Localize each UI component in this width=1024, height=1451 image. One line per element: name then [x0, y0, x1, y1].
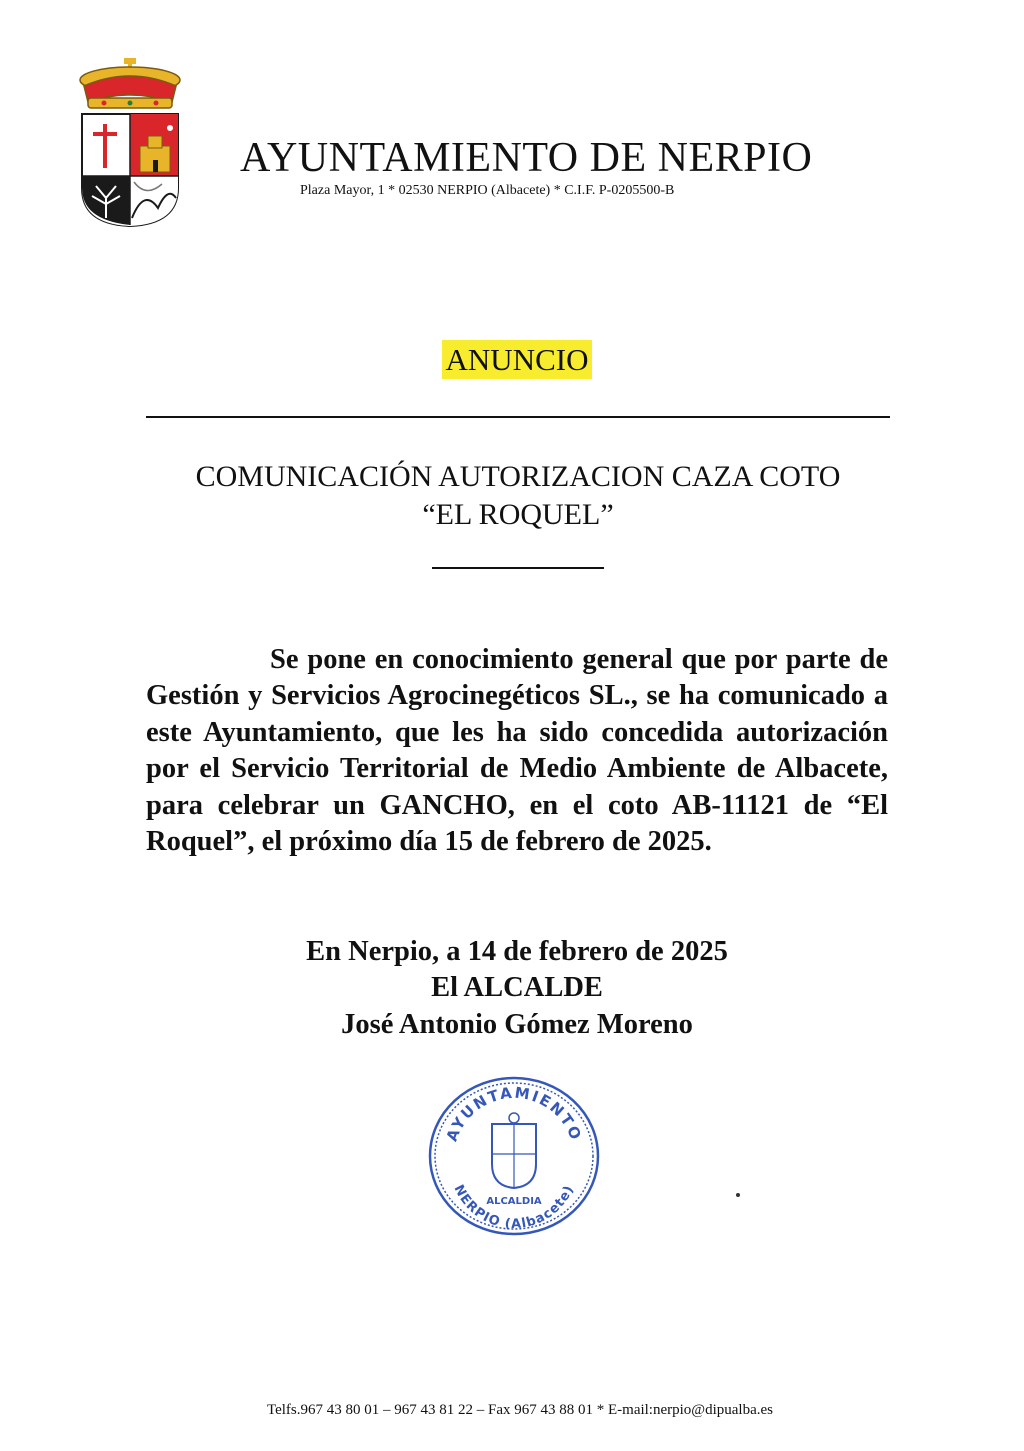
org-title: AYUNTAMIENTO DE NERPIO — [240, 135, 813, 181]
ink-dot — [736, 1193, 740, 1197]
official-stamp-icon — [424, 1068, 604, 1238]
footer-contact: Telfs.967 43 80 01 – 967 43 81 22 – Fax 967 43 88 01 * E-mail:nerpio@dipualba.es — [266, 1402, 774, 1418]
stamp-top-text: AYUNTAMIENTO — [442, 1083, 586, 1144]
subject-line-1: COMUNICACIÓN AUTORIZACION CAZA COTO — [195, 460, 841, 493]
notice-label: ANUNCIO — [442, 340, 593, 379]
subject-line-2: “EL ROQUEL” — [422, 498, 614, 531]
org-address: Plaza Mayor, 1 * 02530 NERPIO (Albacete) * C.I.F. P-0205500-B — [300, 183, 675, 198]
divider — [146, 416, 890, 418]
signer-name: José Antonio Gómez Moreno — [341, 1008, 693, 1040]
stamp-bottom-text: NERPIO (Albacete) — [450, 1182, 578, 1233]
notice-label-wrap — [0, 340, 1024, 379]
signer-role: El ALCALDE — [431, 972, 603, 1004]
short-divider — [432, 567, 604, 569]
stamp-inner-text: ALCALDIA — [486, 1196, 542, 1207]
coat-of-arms-icon — [74, 58, 186, 228]
notice-subject — [140, 458, 896, 534]
notice-body: Se pone en conocimiento general que por parte de Gestión y Servicios Agrocinegéticos SL., se ha comunicado a este Ayuntamiento, que les ha sido concedida autorización por el Servicio Territorial de Medio Ambiente de Albacete, para celebrar un GANCHO, en el coto AB-11121 de “El Roquel”, el próximo día 15 de febrero de 2025. — [146, 644, 888, 858]
svg-text:NERPIO (Albacete) — [451, 1183, 578, 1233]
place-date: En Nerpio, a 14 de febrero de 2025 — [306, 936, 728, 967]
signature-block — [0, 934, 1024, 1043]
shield-icon — [82, 114, 178, 226]
crown-icon — [80, 58, 180, 108]
